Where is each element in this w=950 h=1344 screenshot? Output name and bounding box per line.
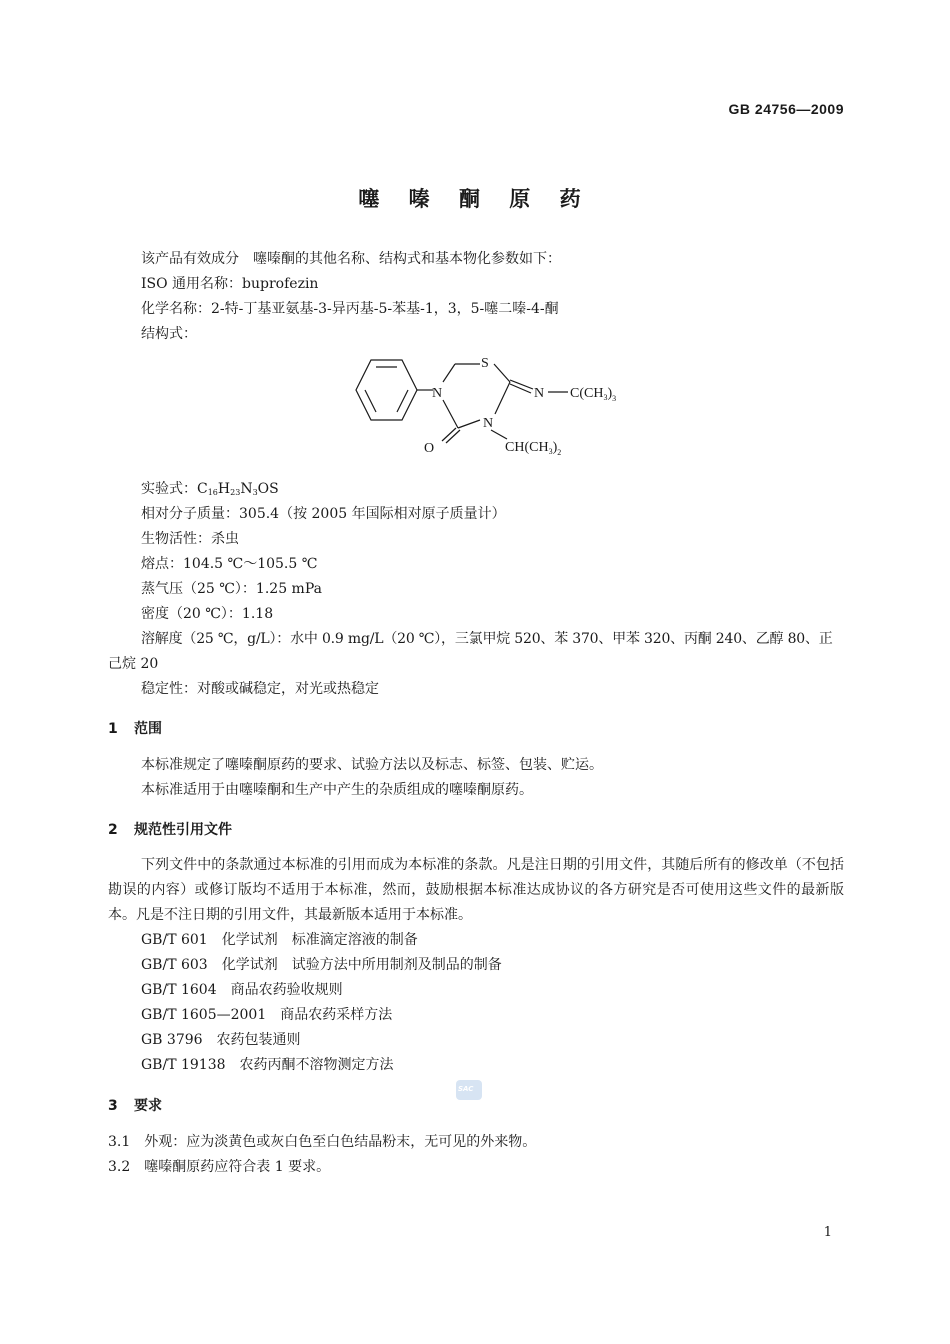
page-title: 噻 嗪 酮 原 药: [358, 187, 592, 211]
reference-item: GB/T 1605—2001 商品农药采样方法: [141, 1007, 393, 1023]
structure-label: 结构式：: [141, 326, 197, 342]
benzene-inner-bond: [365, 390, 376, 412]
atom-n: N: [483, 416, 494, 431]
section-heading: 2 规范性引用文件: [108, 822, 232, 838]
tert-butyl-group: $C(CH_3)_3$: [570, 386, 617, 403]
reference-item: GB/T 601 化学试剂 标准滴定溶液的制备: [141, 932, 418, 948]
atom-n: N: [534, 386, 545, 401]
solubility-cont: 己烷 20: [108, 656, 159, 672]
density: 密度（20 ℃）：1.18: [141, 606, 274, 622]
solubility: 溶解度（25 ℃，g/L）：水中 0.9 mg/L（20 ℃），三氯甲烷 520、苯 370、甲苯 320、丙酮 240、乙醇 80、正: [141, 631, 833, 647]
empirical-formula: 实验式：$C_{16}H_{23}N_3OS$: [141, 481, 279, 497]
reference-item: GB/T 1604 商品农药验收规则: [141, 982, 343, 998]
stability: 稳定性：对酸或碱稳定，对光或热稳定: [141, 681, 379, 697]
section-heading: 3 要求: [108, 1098, 162, 1114]
molar-mass: 相对分子质量：305.4（按 2005 年国际相对原子质量计）: [141, 506, 506, 522]
intro-line: 该产品有效成分 噻嗪酮的其他名称、结构式和基本物化参数如下：: [141, 251, 561, 267]
atom-o: O: [424, 441, 435, 456]
vapor-pressure: 蒸气压（25 ℃）：1.25 mPa: [141, 581, 322, 597]
section-heading: 1 范围: [108, 721, 162, 737]
reference-item: GB/T 603 化学试剂 试验方法中所用制剂及制品的制备: [141, 957, 502, 973]
benzene-inner-bond: [397, 390, 408, 412]
bio-activity: 生物活性：杀虫: [141, 531, 239, 547]
scope-paragraph: 本标准适用于由噻嗪酮和生产中产生的杂质组成的噻嗪酮原药。: [141, 782, 533, 798]
isopropyl-group: $CH(CH_3)_2$: [505, 440, 562, 457]
page-number: 1: [823, 1225, 832, 1240]
melting-point: 熔点：104.5 ℃～105.5 ℃: [141, 556, 318, 572]
requirement-item: 3.1 外观：应为淡黄色或灰白色至白色结晶粉末，无可见的外来物。: [108, 1134, 537, 1150]
references-paragraph: 下列文件中的条款通过本标准的引用而成为本标准的条款。凡是注日期的引用文件，其随后所有的修改单（不包括勘误的内容）或修订版均不适用于本标准，然而，鼓励根据本标准达成协议的各方研究是否可使用这些文件的最新版本。凡是不注日期的引用文件，其最新版本适用于本标准。: [108, 857, 844, 923]
iso-name: ISO 通用名称：buprofezin: [141, 276, 319, 292]
chemical-name: 化学名称：2-特-丁基亚氨基-3-异丙基-5-苯基-1，3，5-噻二嗪-4-酮: [141, 301, 559, 317]
standard-code: GB 24756—2009: [728, 101, 844, 117]
reference-item: GB/T 19138 农药丙酮不溶物测定方法: [141, 1057, 394, 1073]
sac-watermark-logo: SAC: [456, 1080, 482, 1100]
scope-paragraph: 本标准规定了噻嗪酮原药的要求、试验方法以及标志、标签、包装、贮运。: [141, 757, 603, 773]
atom-n: N: [432, 386, 443, 401]
reference-item: GB 3796 农药包装通则: [141, 1032, 301, 1048]
atom-s: S: [481, 356, 489, 371]
structural-formula: [330, 342, 640, 467]
requirement-item: 3.2 噻嗪酮原药应符合表 1 要求。: [108, 1159, 331, 1175]
